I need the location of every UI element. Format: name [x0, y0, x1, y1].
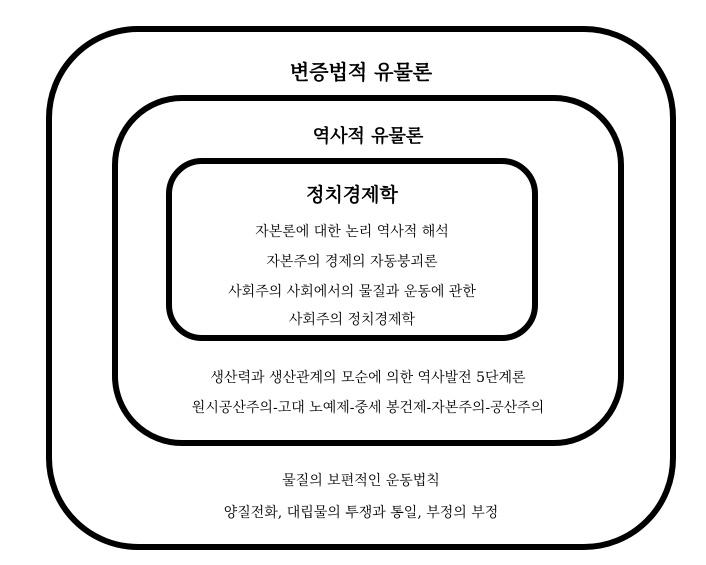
outer-title: 변증법적 유물론: [289, 60, 433, 84]
outer-line-2: 양질전화, 대립물의 투쟁과 통일, 부정의 부정: [223, 505, 499, 521]
middle-line-1: 생산력과 생산관계의 모순에 의한 역사발전 5단계론: [210, 370, 526, 386]
inner-line-3: 사회주의 사회에서의 물질과 운동에 관한: [228, 284, 476, 300]
inner-line-4: 사회주의 정치경제학: [288, 312, 416, 328]
inner-title: 정치경제학: [306, 184, 398, 206]
middle-line-2: 원시공산주의-고대 노예제-중세 봉건제-자본주의-공산주의: [191, 400, 545, 416]
outer-line-1: 물질의 보편적인 운동법칙: [282, 473, 440, 489]
inner-line-2: 자본주의 경제의 자동붕괴론: [266, 254, 438, 270]
middle-title: 역사적 유물론: [312, 126, 424, 147]
political-economy-box: [166, 158, 538, 341]
inner-line-1: 자본론에 대한 논리 역사적 해석: [255, 224, 449, 240]
